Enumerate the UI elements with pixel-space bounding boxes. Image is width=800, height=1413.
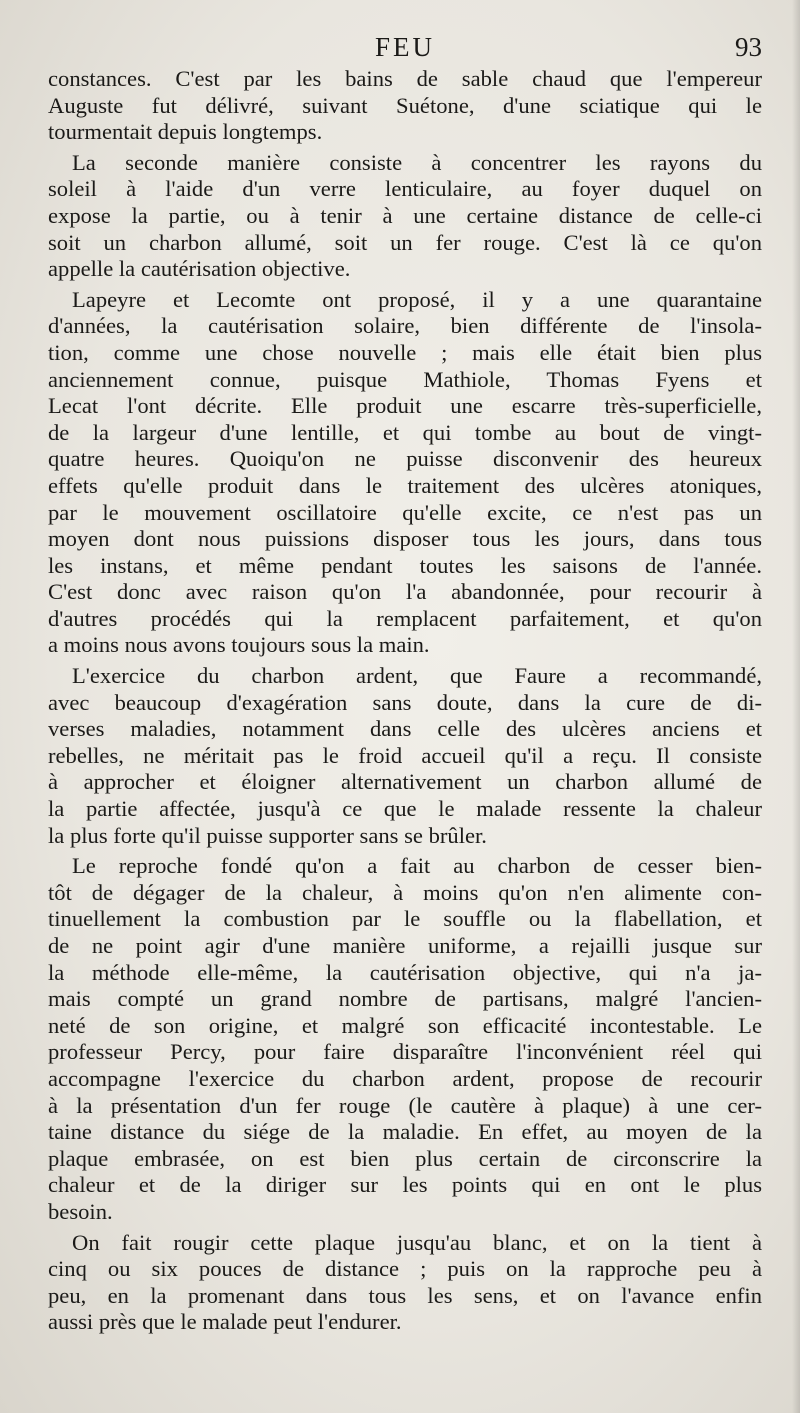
text-line: anciennement connue, puisque Mathiole, Thomas Fyens et xyxy=(48,366,762,392)
text-line: On fait rougir cette plaque jusqu'au blanc, et on la tient à xyxy=(72,1229,762,1255)
text-line: Le reproche fondé qu'on a fait au charbon de cesser bien- xyxy=(72,853,762,879)
paragraph xyxy=(48,853,762,1225)
text-line: de la largeur d'une lentille, et qui tombe au bout de vingt- xyxy=(48,419,762,445)
text-line: L'exercice du charbon ardent, que Faure a recommandé, xyxy=(72,663,762,689)
text-line: mais compté un grand nombre de partisans, malgré l'ancien- xyxy=(48,986,762,1012)
text-line: les instans, et même pendant toutes les saisons de l'année. xyxy=(48,552,762,578)
text-line: accompagne l'exercice du charbon ardent, propose de recourir xyxy=(48,1065,762,1091)
text-line: moyen dont nous puissions disposer tous les jours, dans tous xyxy=(48,526,762,552)
body-text xyxy=(48,66,762,1336)
text-line: expose la partie, ou à tenir à une certaine distance de celle-ci xyxy=(48,202,762,228)
paragraph xyxy=(48,66,762,146)
text-line: d'années, la cautérisation solaire, bien différente de l'insola- xyxy=(48,313,762,339)
paragraph xyxy=(48,287,762,659)
text-line: appelle la cautérisation objective. xyxy=(48,256,351,282)
text-line: Auguste fut délivré, suivant Suétone, d'une sciatique qui le xyxy=(48,92,762,118)
page-header xyxy=(48,30,762,64)
text-line: C'est donc avec raison qu'on l'a abandonnée, pour recourir à xyxy=(48,579,762,605)
text-line: Lapeyre et Lecomte ont proposé, il y a une quarantaine xyxy=(72,286,762,312)
text-line: la plus forte qu'il puisse supporter sans se brûler. xyxy=(48,822,487,848)
text-line: tôt de dégager de la chaleur, à moins qu'on n'en alimente con- xyxy=(48,879,762,905)
running-head: FEU xyxy=(374,32,435,62)
text-line: tinuellement la combustion par le souffle ou la flabellation, et xyxy=(48,906,762,932)
text-line: par le mouvement oscillatoire qu'elle excite, ce n'est pas un xyxy=(48,499,762,525)
text-line: a moins nous avons toujours sous la main. xyxy=(48,632,430,658)
text-line: soit un charbon allumé, soit un fer rouge. C'est là ce qu'on xyxy=(48,229,762,255)
paragraph xyxy=(48,663,762,849)
text-line: aussi près que le malade peut l'endurer. xyxy=(48,1309,402,1335)
text-line: d'autres procédés qui la remplacent parfaitement, et qu'on xyxy=(48,605,762,631)
text-line: à approcher et éloigner alternativement un charbon allumé de xyxy=(48,769,762,795)
paragraph xyxy=(48,150,762,283)
text-line: taine distance du siége de la maladie. En effet, au moyen de la xyxy=(48,1119,762,1145)
text-line: de ne point agir d'une manière uniforme, a rejailli jusque sur xyxy=(48,933,762,958)
text-line: Lecat l'ont décrite. Elle produit une escarre très-superficielle, xyxy=(48,393,762,419)
text-line: plaque embrasée, on est bien plus certain de circonscrire la xyxy=(48,1145,762,1171)
text-line: avec beaucoup d'exagération sans doute, dans la cure de di- xyxy=(48,689,762,715)
text-line: soleil à l'aide d'un verre lenticulaire, au foyer duquel on xyxy=(48,176,762,202)
paragraph xyxy=(48,1230,762,1336)
text-line: professeur Percy, pour faire disparaître l'inconvénient réel qui xyxy=(48,1039,762,1065)
text-line: la méthode elle-même, la cautérisation objective, qui n'a ja- xyxy=(48,959,762,985)
text-line: neté de son origine, et malgré son efficacité incontestable. Le xyxy=(48,1012,762,1038)
text-line: effets qu'elle produit dans le traitement des ulcères atoniques, xyxy=(48,472,762,498)
page-edge-shadow xyxy=(792,0,800,1413)
text-line: peu, en la promenant dans tous les sens, et on l'avance enfin xyxy=(48,1282,762,1308)
text-line: La seconde manière consiste à concentrer les rayons du xyxy=(72,149,762,175)
text-line: quatre heures. Quoiqu'on ne puisse disconvenir des heureux xyxy=(48,446,762,472)
text-line: la partie affectée, jusqu'à ce que le malade ressente la chaleur xyxy=(48,796,762,822)
text-line: tion, comme une chose nouvelle ; mais elle était bien plus xyxy=(48,339,762,365)
text-line: tourmentait depuis longtemps. xyxy=(48,119,323,145)
text-line: rebelles, ne méritait pas le froid accueil qu'il a reçu. Il consiste xyxy=(48,742,762,768)
text-line: à la présentation d'un fer rouge (le cautère à plaque) à une cer- xyxy=(48,1092,762,1118)
page-number: 93 xyxy=(735,32,762,62)
text-line: besoin. xyxy=(48,1198,113,1224)
text-line: constances. C'est par les bains de sable chaud que l'empereur xyxy=(48,66,762,91)
text-line: verses maladies, notamment dans celle des ulcères anciens et xyxy=(48,716,762,742)
text-line: cinq ou six pouces de distance ; puis on la rapproche peu à xyxy=(48,1256,762,1282)
text-line: chaleur et de la diriger sur les points qui en ont le plus xyxy=(48,1172,762,1198)
